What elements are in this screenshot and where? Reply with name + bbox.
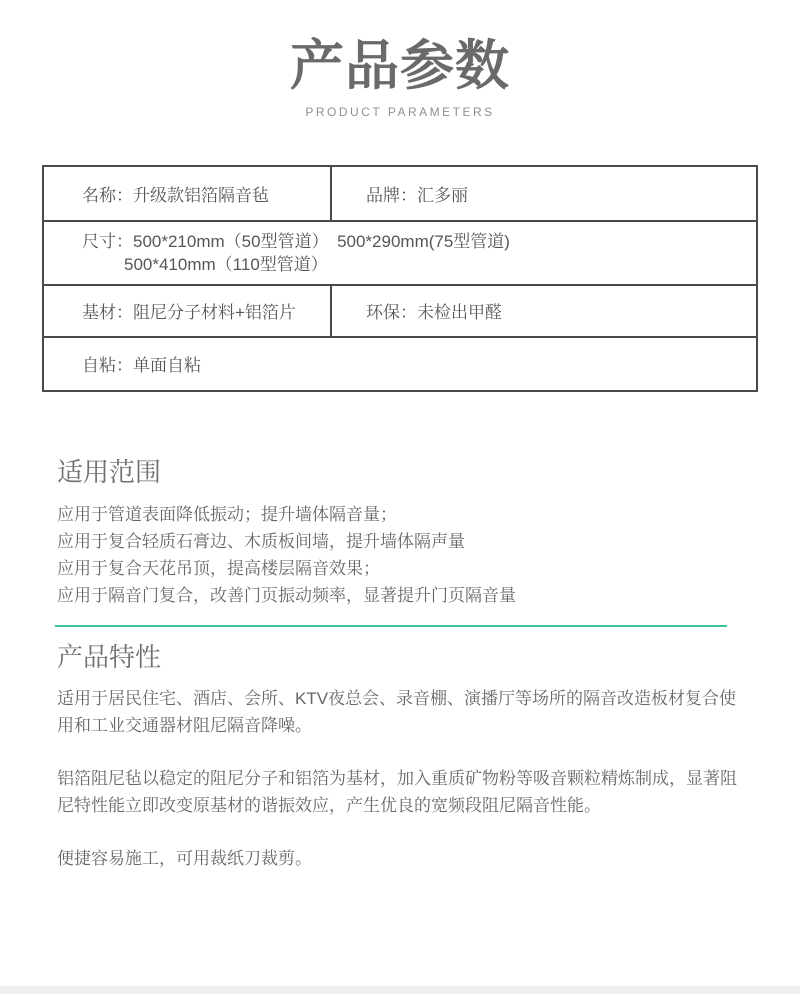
scope-section xyxy=(57,456,800,609)
spec-size-line1: 尺寸：500*210mm（50型管道） 500*290mm(75型管道) xyxy=(82,231,510,251)
spec-cell-size xyxy=(44,222,756,284)
footer-bar xyxy=(0,986,800,994)
spec-cell-name: 名称：升级款铝箔隔音毡 xyxy=(82,185,269,205)
page-header xyxy=(0,0,800,119)
features-heading: 产品特性 xyxy=(57,641,162,672)
page-title: 产品参数 xyxy=(290,36,510,96)
section-divider xyxy=(55,625,727,627)
features-body xyxy=(57,685,800,872)
scope-line: 应用于复合轻质石膏边、木质板间墙，提升墙体隔声量 xyxy=(57,531,465,551)
feature-paragraph: 铝箔阻尼毡以稳定的阻尼分子和铝箔为基材，加入重质矿物粉等吸音颗粒精炼制成，显著阻尼特性能立即改变原基材的谐振效应，产生优良的宽频段阻尼隔音性能。 xyxy=(57,768,737,815)
scope-line: 应用于隔音门复合，改善门页振动频率，显著提升门页隔音量 xyxy=(57,585,516,605)
features-section xyxy=(57,641,800,872)
scope-heading: 适用范围 xyxy=(57,456,162,487)
spec-cell-base-material: 基材：阻尼分子材料+铝箔片 xyxy=(82,303,296,323)
scope-lines xyxy=(57,501,800,609)
table-row xyxy=(44,336,756,390)
table-row xyxy=(44,220,756,284)
scope-line: 应用于复合天花吊顶，提高楼层隔音效果； xyxy=(57,558,380,578)
scope-line: 应用于管道表面降低振动；提升墙体隔音量； xyxy=(57,504,397,524)
spec-table xyxy=(42,165,758,392)
table-row xyxy=(44,284,756,336)
page-subtitle: PRODUCT PARAMETERS xyxy=(305,104,495,119)
feature-paragraph: 便捷容易施工，可用裁纸刀裁剪。 xyxy=(57,848,312,868)
spec-size-line2: 500*410mm（110型管道） xyxy=(124,254,328,274)
spec-cell-adhesive: 自粘：单面自粘 xyxy=(82,356,201,376)
spec-cell-brand: 品牌：汇多丽 xyxy=(330,167,756,220)
table-row xyxy=(44,167,756,220)
spec-cell-environmental: 环保：未检出甲醛 xyxy=(330,286,756,336)
feature-paragraph: 适用于居民住宅、酒店、会所、KTV夜总会、录音棚、演播厅等场所的隔音改造板材复合使用和工业交通器材阻尼隔音降噪。 xyxy=(57,688,737,735)
